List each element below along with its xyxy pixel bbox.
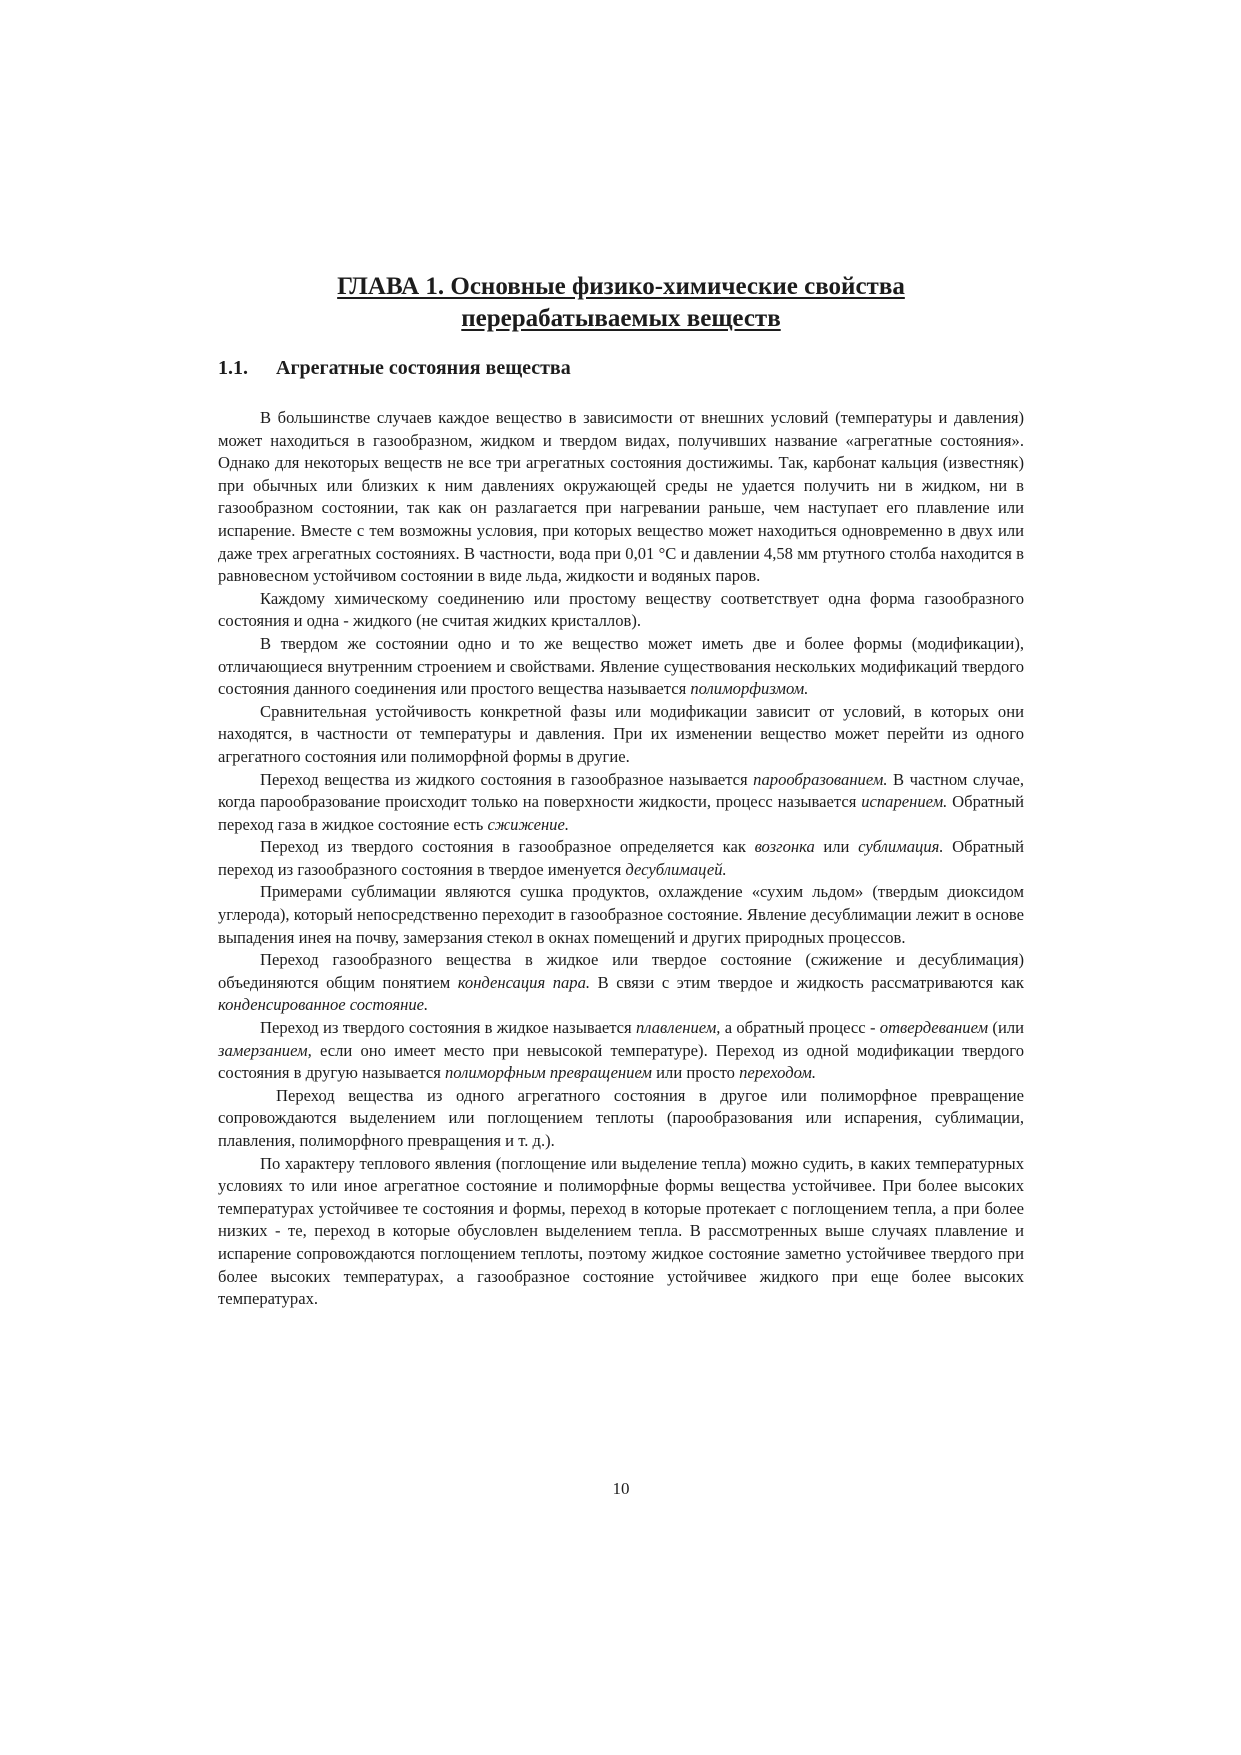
text-run: Переход газообразного вещества в жидкое или твердое состояние (сжижение и десублимация) объединяются общим понятием (218, 950, 1024, 992)
paragraph (218, 588, 1024, 633)
italic-term: возгонка (754, 837, 815, 857)
text-run: В большинстве случаев каждое вещество в зависимости от внешних условий (температуры и давления) может находиться в газообразном, жидком и твердом видах, получивших название «агрегатные состояния». Однако для некоторых веществ не все три агрегатных состояния достижимы. Так, карбонат кальция (известняк) при обычных или близких к ним давлениях окружающей среды не удается получить ни в жидком, ни в газообразном состоянии, так как он разлагается при нагревании раньше, чем наступает его плавление или испарение. Вместе с тем возможны условия, при которых вещество может находиться одновременно в двух или даже трех агрегатных состояниях. В частности, вода при 0,01 °С и давлении 4,58 мм ртутного столба находится в равновесном устойчивом состоянии в виде льда, жидкости и водяных паров. (218, 408, 1024, 586)
text-run: если оно имеет место при невысокой температуре). Переход из одной модификации твердого состояния в другую называется (218, 1040, 1024, 1083)
paragraph (218, 633, 1024, 701)
text-run: В твердом же состоянии одно и то же вещество может иметь две и более формы (модификации), отличающиеся внутренним строением и свойствами. Явление существования нескольких модификаций твердого состояния данного соединения или простого вещества называется (218, 633, 1024, 699)
text-run: Сравнительная устойчивость конкретной фазы или модификации зависит от условий, в которых они находятся, в частности от температуры и давления. При их изменении вещество может перейти из одного агрегатного состояния или полиморфной формы в другие. (218, 701, 1024, 766)
text-run: а обратный процесс - (720, 1018, 880, 1038)
body-text (218, 407, 1024, 1311)
paragraph (218, 949, 1024, 1017)
italic-term: переходом. (739, 1063, 817, 1083)
text-run: По характеру теплового явления (поглощение или выделение тепла) можно судить, в каких температурных условиях то или иное агрегатное состояние и полиморфные формы вещества устойчивее. При более высоких температурах устойчивее те состояния и формы, переход в которые протекает с поглощением тепла, а при более низких - те, переход в которые обусловлен выделением тепла. В рассмотренных выше случаях плавление и испарение сопровождаются поглощением теплоты, поэтому жидкое состояние заметно устойчивее твердого при более высоких температурах, а газообразное состояние устойчивее жидкого при еще более высоких температурах. (218, 1153, 1024, 1309)
paragraph (218, 1085, 1024, 1153)
text-run: Переход вещества из одного агрегатного состояния в другое или полиморфное превращение сопровождаются выделением или поглощением теплоты (парообразования или испарения, сублимации, плавления, полиморфного превращения и т. д.). (218, 1085, 1024, 1150)
paragraph (218, 1153, 1024, 1311)
italic-term: конденсированное состояние. (218, 995, 429, 1015)
text-run: В связи с этим твердое и жидкость рассматриваются как (590, 972, 1024, 992)
text-run: Примерами сублимации являются сушка продуктов, охлаждение «сухим льдом» (твердым диоксидом углерода), который непосредственно переходит в газообразное состояние. Явление десублимации лежит в основе выпадения инея на почву, замерзания стекол в окнах помещений и других природных процессов. (218, 882, 1024, 947)
section-title: Агрегатные состояния вещества (276, 357, 571, 379)
paragraph (218, 1017, 1024, 1085)
text-run: Обратный переход из газообразного состояния в твердое именуется (218, 837, 1025, 879)
document-page (218, 0, 1024, 1755)
paragraph (218, 881, 1024, 949)
chapter-title-line-2: перерабатываемых веществ (461, 305, 781, 332)
italic-term: испарением. (861, 792, 948, 812)
text-run: Переход вещества из жидкого состояния в газообразное называется (260, 769, 754, 789)
text-run: В частном случае, когда парообразование происходит только на поверхности жидкости, процесс называется (218, 769, 1024, 812)
italic-term: сублимация. (858, 837, 944, 857)
italic-term: плавлением, (635, 1018, 721, 1038)
page-number: 10 (612, 1479, 630, 1498)
paragraph (218, 701, 1024, 769)
italic-term: десублимацей. (625, 859, 727, 879)
text-run: Переход из твердого состояния в жидкое называется (260, 1018, 636, 1038)
paragraph (218, 769, 1024, 837)
section-number: 1.1. (218, 357, 248, 379)
italic-term: конденсация пара. (457, 972, 591, 992)
text-run: Переход из твердого состояния в газообразное определяется как (260, 837, 755, 857)
italic-term: парообразованием. (753, 769, 888, 789)
text-run: или просто (652, 1063, 740, 1083)
text-run: или (814, 837, 859, 857)
paragraph (218, 836, 1024, 881)
chapter-title (218, 271, 1024, 335)
italic-term: полиморфизмом. (690, 679, 809, 699)
text-run: Обратный переход газа в жидкое состояние есть (218, 792, 1024, 834)
italic-term: отвердеванием (879, 1018, 989, 1038)
italic-term: замерзанием, (218, 1040, 312, 1060)
italic-term: сжижение. (487, 814, 569, 834)
section-heading (218, 356, 1024, 380)
italic-term: полиморфным превращением (444, 1063, 653, 1083)
text-run: Каждому химическому соединению или простому веществу соответствует одна форма газообразного состояния и одна - жидкого (не считая жидких кристаллов). (218, 588, 1024, 631)
chapter-title-line-1: ГЛАВА 1. Основные физико-химические свойства (337, 273, 905, 300)
text-run: (или (988, 1018, 1024, 1038)
paragraph (218, 407, 1024, 588)
